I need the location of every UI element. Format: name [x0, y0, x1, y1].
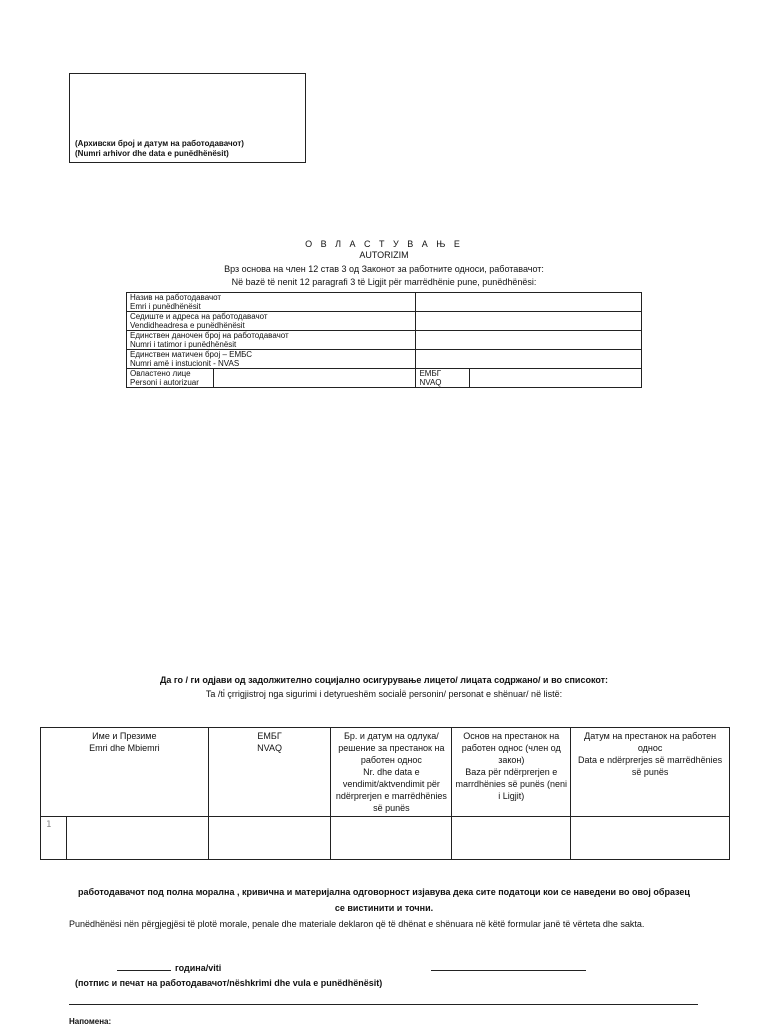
- label-mk: Единствен матичен број – ЕМБС: [130, 350, 253, 359]
- authorized-embg-field[interactable]: [470, 369, 642, 388]
- header-sq: Emri dhe Mbiemri: [89, 743, 160, 753]
- tax-number-field[interactable]: [416, 331, 642, 350]
- request-sq: Ta /ti̇ çrrigjistroj nga sigurimi i detyrueshëm social̇ë personin/ personat e shënuar/ në listë:: [205, 689, 563, 699]
- table-row: [127, 369, 642, 388]
- legal-basis-mk: Врз основа на член 12 став 3 од Законот за работните односи, работавачот:: [224, 264, 544, 274]
- employee-list-table: [40, 727, 730, 860]
- employer-info-table: [126, 292, 642, 388]
- label-cell: [127, 369, 214, 388]
- label-mk: Седиште и адреса на работодавачот: [130, 312, 268, 321]
- table-row: [127, 293, 642, 312]
- title-mk: О В Л А С Т У В А Њ Е: [305, 239, 463, 249]
- footnote-label: Напомена:: [69, 1017, 112, 1026]
- header-mk: ЕМБГ: [257, 731, 282, 741]
- header-sq: Baza për ndërprerjen e marrdhënies së punës (neni i Ligjit): [455, 767, 568, 801]
- signature-caption: (потпис и печат на работодавачот/nëshkrimi dhe vula e punëdhënësit): [75, 978, 383, 988]
- label-sq: Emri i punëdhënësit: [130, 302, 201, 311]
- declaration-mk-line2: се вистинити и точни.: [334, 903, 434, 913]
- table-row: [41, 817, 730, 860]
- termination-date-field[interactable]: [571, 817, 730, 860]
- header-mk: Име и Презиме: [92, 731, 157, 741]
- request-mk: Да го / ги одјави од задолжително социјално осигурување лицето/ лицата содржано/ и во списокот:: [159, 675, 609, 685]
- label-sq: Vendidheadresa e punëdhënësit: [130, 321, 245, 330]
- header-sq: Data e ndërprerjes së marrëdhënies së punës: [578, 755, 723, 777]
- embg-label-mk: ЕМБГ: [419, 369, 442, 378]
- embg-field[interactable]: [208, 817, 331, 860]
- label-sq: Numri i tatimor i punëdhënësit: [130, 340, 237, 349]
- decision-field[interactable]: [331, 817, 452, 860]
- header-sq: NVAQ: [257, 743, 282, 753]
- table-row: [127, 350, 642, 369]
- table-row: [127, 331, 642, 350]
- label-mk: Единствен даночен број на работодавачот: [130, 331, 289, 340]
- name-field[interactable]: [66, 817, 208, 860]
- archive-caption: [75, 139, 244, 159]
- label-mk: Назив на работодавачот: [130, 293, 222, 302]
- header-sq: Nr. dhe data e vendimit/aktvendimit për ndërprerjen e marrëdhënies së punës: [335, 767, 447, 813]
- label-mk: Овластено лице: [130, 369, 191, 378]
- declaration-mk-line1: работодавачот под полна морална , кривична и материјална одговорност изјавува дека сите податоци кои се наведени во овој образец: [78, 887, 690, 897]
- table-header-row: [41, 728, 730, 817]
- employer-address-field[interactable]: [416, 312, 642, 331]
- legal-basis-sq: Në bazë të nenit 12 paragrafi 3 të Ligjit për marrëdhënie pune, punëdhënësi:: [231, 277, 537, 287]
- header-mk: Основ на престанок на работен однос (член од закон): [461, 731, 561, 765]
- year-label: година/viti: [175, 963, 222, 973]
- column-header: [452, 728, 571, 817]
- label-cell: [127, 331, 416, 350]
- column-header: [331, 728, 452, 817]
- registration-number-field[interactable]: [416, 350, 642, 369]
- header-mk: Бр. и датум на одлука/решение за престанок на работен однос: [338, 731, 445, 765]
- table-row: [127, 312, 642, 331]
- row-number: 1: [41, 817, 67, 860]
- authorized-person-field[interactable]: [213, 369, 416, 388]
- label-cell: [127, 350, 416, 369]
- title-sq: AUTORIZIM: [359, 250, 409, 260]
- declaration-sq: Punëdhënësi nën përgjegjësi të plotë morale, penale dhe materiale deklaron që të dhënat e shënuara në këtë formular janë të vërteta dhe sakta.: [69, 919, 645, 929]
- year-field[interactable]: [117, 970, 171, 971]
- archive-caption-sq: (Numri arhivor dhe data e punëdhënësit): [75, 149, 229, 158]
- label-sq: Numri amë i instucionit - NVAS: [130, 359, 240, 368]
- label-sq: Personi i autorizuar: [130, 378, 199, 387]
- embg-label-sq: NVAQ: [419, 378, 442, 387]
- column-header: [208, 728, 331, 817]
- footnote-divider: [69, 1004, 698, 1005]
- termination-basis-field[interactable]: [452, 817, 571, 860]
- column-header: [41, 728, 209, 817]
- header-mk: Датум на престанок на работен однос: [584, 731, 717, 753]
- column-header: [571, 728, 730, 817]
- label-cell: [127, 312, 416, 331]
- archive-caption-mk: (Архивски број и датум на работодавачот): [75, 139, 244, 148]
- employer-name-field[interactable]: [416, 293, 642, 312]
- label-cell: [416, 369, 470, 388]
- archive-number-box: [69, 73, 306, 163]
- label-cell: [127, 293, 416, 312]
- signature-field[interactable]: [431, 970, 586, 971]
